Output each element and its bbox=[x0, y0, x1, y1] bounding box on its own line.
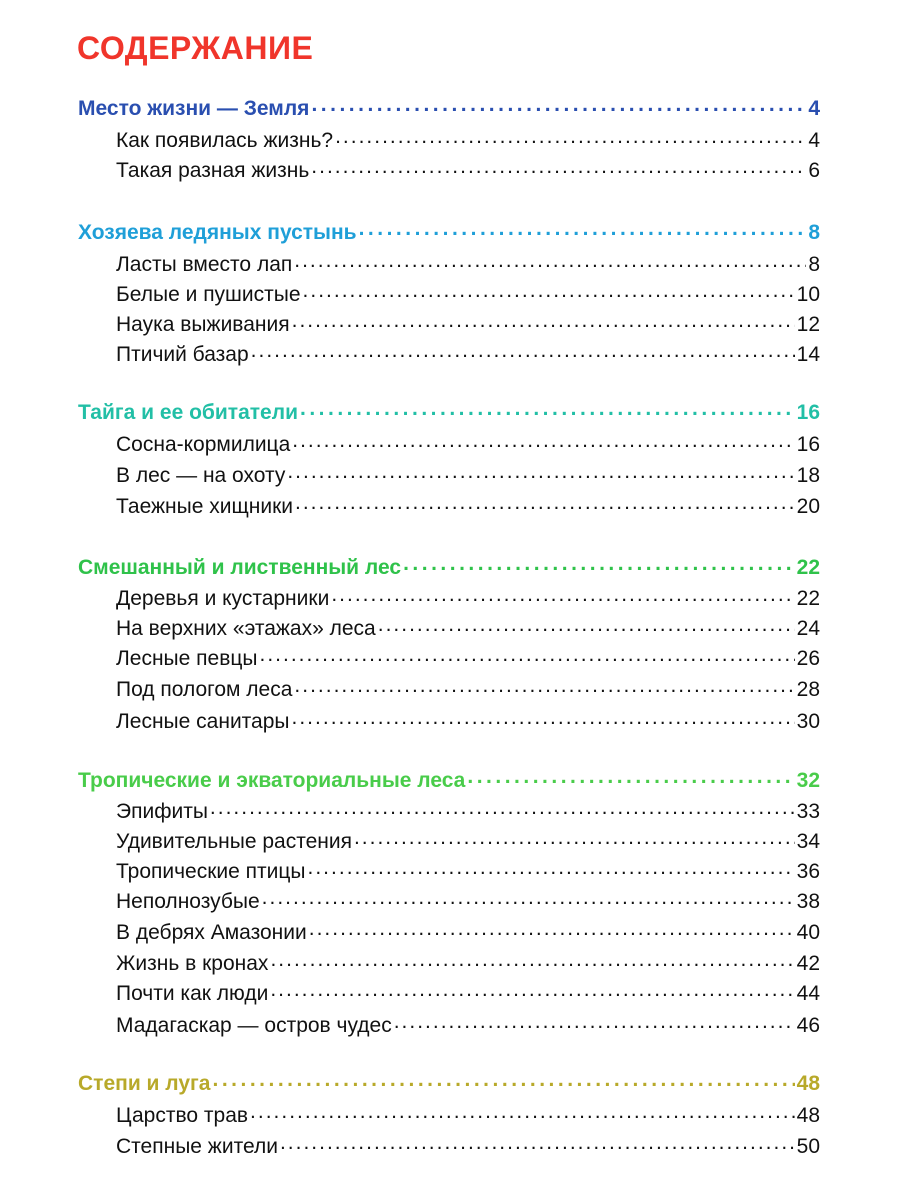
entry-title: Тропические птицы bbox=[116, 860, 306, 883]
page-number: 34 bbox=[796, 830, 820, 853]
page-number: 20 bbox=[796, 495, 820, 518]
entry-title: Наука выживания bbox=[116, 313, 290, 336]
toc-entry[interactable] bbox=[116, 310, 820, 337]
entry-title: Жизнь в кронах bbox=[116, 952, 269, 975]
section-title: Степи и луга bbox=[78, 1072, 211, 1095]
page-number: 42 bbox=[796, 952, 820, 975]
dot-leader bbox=[210, 797, 795, 818]
section-title: Тропические и экваториальные леса bbox=[78, 769, 466, 792]
entry-title: Под пологом леса bbox=[116, 678, 293, 701]
page-number: 14 bbox=[796, 343, 820, 366]
section-title: Смешанный и лиственный лес bbox=[78, 556, 402, 579]
dot-leader bbox=[467, 766, 794, 787]
page-title: СОДЕРЖАНИЕ bbox=[77, 30, 314, 66]
entry-title: Лесные санитары bbox=[116, 710, 290, 733]
entry-title: Мадагаскар — остров чудес bbox=[116, 1014, 392, 1037]
entry-title: Сосна-кормилица bbox=[116, 433, 291, 456]
dot-leader bbox=[270, 979, 794, 1000]
page-number: 48 bbox=[796, 1104, 820, 1127]
toc-entry[interactable] bbox=[116, 461, 820, 488]
page-number: 26 bbox=[796, 647, 820, 670]
page-number: 4 bbox=[808, 129, 820, 152]
page-number: 8 bbox=[808, 221, 820, 244]
page-number: 32 bbox=[796, 769, 820, 792]
dot-leader bbox=[292, 707, 795, 728]
toc-section-earth[interactable] bbox=[78, 94, 820, 121]
toc-entry[interactable] bbox=[116, 250, 820, 277]
page-number: 16 bbox=[796, 433, 820, 456]
dot-leader bbox=[309, 918, 795, 939]
entry-title: Удивительные растения bbox=[116, 830, 352, 853]
toc-section-mixed-forest[interactable] bbox=[78, 553, 820, 580]
dot-leader bbox=[394, 1011, 795, 1032]
section-title: Место жизни — Земля bbox=[78, 97, 310, 120]
entry-title: В лес — на охоту bbox=[116, 464, 286, 487]
toc-entry[interactable] bbox=[116, 614, 820, 641]
page-number: 36 bbox=[796, 860, 820, 883]
toc-entry[interactable] bbox=[116, 979, 820, 1006]
dot-leader bbox=[212, 1069, 794, 1090]
entry-title: Белые и пушистые bbox=[116, 283, 301, 306]
dot-leader bbox=[300, 398, 795, 419]
toc-entry[interactable] bbox=[116, 797, 820, 824]
toc-section-tropical-forests[interactable] bbox=[78, 766, 820, 793]
toc-entry[interactable] bbox=[116, 827, 820, 854]
dot-leader bbox=[311, 156, 806, 177]
dot-leader bbox=[403, 553, 795, 574]
page-number: 50 bbox=[796, 1135, 820, 1158]
dot-leader bbox=[250, 1101, 795, 1122]
entry-title: На верхних «этажах» леса bbox=[116, 617, 376, 640]
entry-title: Эпифиты bbox=[116, 800, 208, 823]
toc-entry[interactable] bbox=[116, 1011, 820, 1038]
toc-entry[interactable] bbox=[116, 492, 820, 519]
dot-leader bbox=[335, 126, 806, 147]
toc-entry[interactable] bbox=[116, 857, 820, 884]
page-number: 40 bbox=[796, 921, 820, 944]
dot-leader bbox=[251, 340, 795, 361]
page-number: 46 bbox=[796, 1014, 820, 1037]
toc-section-steppes[interactable] bbox=[78, 1069, 820, 1096]
dot-leader bbox=[295, 492, 795, 513]
dot-leader bbox=[303, 280, 795, 301]
page-number: 44 bbox=[796, 982, 820, 1005]
toc-entry[interactable] bbox=[116, 675, 820, 702]
toc-entry[interactable] bbox=[116, 280, 820, 307]
entry-title: Птичий базар bbox=[116, 343, 249, 366]
entry-title: Как появилась жизнь? bbox=[116, 129, 334, 152]
dot-leader bbox=[292, 310, 795, 331]
toc-entry[interactable] bbox=[116, 918, 820, 945]
page-number: 22 bbox=[796, 556, 820, 579]
dot-leader bbox=[308, 857, 795, 878]
page-number: 28 bbox=[796, 678, 820, 701]
toc-entry[interactable] bbox=[116, 1101, 820, 1128]
page-number: 38 bbox=[796, 890, 820, 913]
dot-leader bbox=[262, 887, 795, 908]
toc-entry[interactable] bbox=[116, 707, 820, 734]
dot-leader bbox=[287, 461, 794, 482]
entry-title: В дебрях Амазонии bbox=[116, 921, 307, 944]
dot-leader bbox=[280, 1132, 795, 1153]
page-number: 48 bbox=[796, 1072, 820, 1095]
entry-title: Такая разная жизнь bbox=[116, 159, 310, 182]
entry-title: Таежные хищники bbox=[116, 495, 294, 518]
section-title: Тайга и ее обитатели bbox=[78, 401, 298, 424]
page-number: 6 bbox=[808, 159, 820, 182]
page-number: 33 bbox=[796, 800, 820, 823]
entry-title: Ласты вместо лап bbox=[116, 253, 293, 276]
toc-entry[interactable] bbox=[116, 644, 820, 671]
toc-entry[interactable] bbox=[116, 126, 820, 153]
page-number: 8 bbox=[808, 253, 820, 276]
toc-section-taiga[interactable] bbox=[78, 398, 820, 425]
entry-title: Неполнозубые bbox=[116, 890, 260, 913]
entry-title: Деревья и кустарники bbox=[116, 587, 330, 610]
toc-entry[interactable] bbox=[116, 1132, 820, 1159]
dot-leader bbox=[294, 675, 794, 696]
page-number: 12 bbox=[796, 313, 820, 336]
dot-leader bbox=[292, 430, 794, 451]
entry-title: Лесные певцы bbox=[116, 647, 258, 670]
dot-leader bbox=[354, 827, 795, 848]
page-number: 24 bbox=[796, 617, 820, 640]
toc-entry[interactable] bbox=[116, 584, 820, 611]
dot-leader bbox=[294, 250, 806, 271]
page-number: 4 bbox=[808, 97, 820, 120]
dot-leader bbox=[260, 644, 795, 665]
dot-leader bbox=[378, 614, 795, 635]
dot-leader bbox=[331, 584, 794, 605]
toc-entry[interactable] bbox=[116, 949, 820, 976]
toc-entry[interactable] bbox=[116, 430, 820, 457]
page-number: 30 bbox=[796, 710, 820, 733]
toc-section-ice-deserts[interactable] bbox=[78, 218, 820, 245]
page-number: 18 bbox=[796, 464, 820, 487]
toc-entry[interactable] bbox=[116, 156, 820, 183]
dot-leader bbox=[270, 949, 794, 970]
page-number: 10 bbox=[796, 283, 820, 306]
entry-title: Царство трав bbox=[116, 1104, 249, 1127]
dot-leader bbox=[359, 218, 807, 239]
toc-entry[interactable] bbox=[116, 887, 820, 914]
toc-entry[interactable] bbox=[116, 340, 820, 367]
page-number: 16 bbox=[796, 401, 820, 424]
section-title: Хозяева ледяных пустынь bbox=[78, 221, 357, 244]
page-number: 22 bbox=[796, 587, 820, 610]
entry-title: Почти как люди bbox=[116, 982, 269, 1005]
dot-leader bbox=[311, 94, 806, 115]
entry-title: Степные жители bbox=[116, 1135, 278, 1158]
